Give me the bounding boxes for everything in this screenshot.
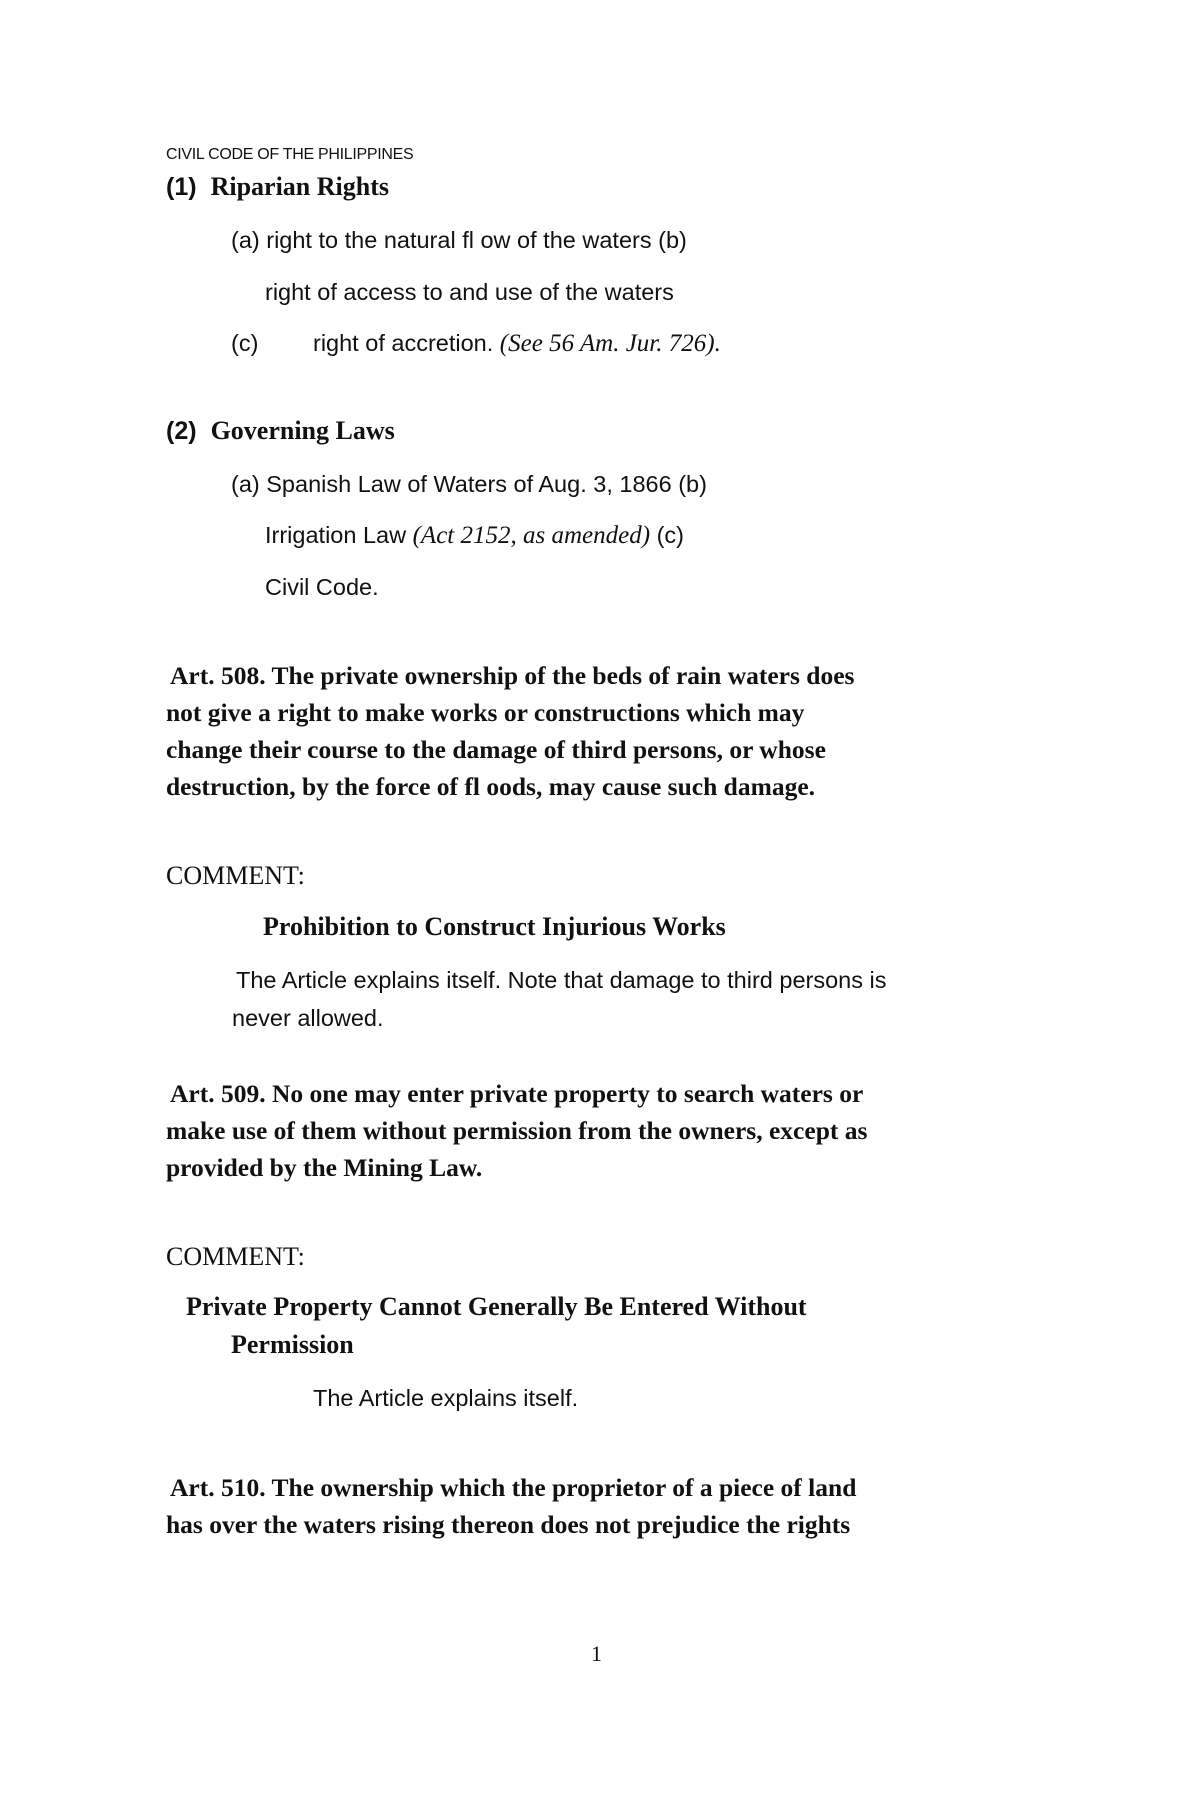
- article-line: Art. 509. No one may enter private property to search waters or: [170, 1079, 864, 1108]
- riparian-item-c-text: right of accretion.: [313, 330, 500, 356]
- article-line: has over the waters rising thereon does not prejudice the rights: [166, 1510, 851, 1539]
- article-line: change their course to the damage of third persons, or whose: [166, 735, 826, 764]
- article-line: Art. 510. The ownership which the proprietor of a piece of land: [170, 1473, 857, 1502]
- riparian-item-c-citation: (See 56 Am. Jur. 726).: [499, 330, 721, 357]
- comment-body-line: never allowed.: [232, 1005, 384, 1031]
- article-line: Art. 508. The private ownership of the beds of rain waters does: [170, 661, 855, 690]
- article-line: make use of them without permission from the owners, except as: [166, 1116, 868, 1145]
- comment-body-line: The Article explains itself. Note that damage to third persons is: [236, 967, 887, 993]
- section-heading-governing-laws: [166, 416, 395, 446]
- riparian-item-a: (a) right to the natural fl ow of the waters (b): [231, 227, 687, 253]
- comment-label: COMMENT:: [166, 861, 305, 890]
- laws-item-a: (a) Spanish Law of Waters of Aug. 3, 1866 (b): [231, 471, 707, 497]
- article-510: [166, 1469, 1030, 1543]
- article-509: [166, 1075, 1030, 1186]
- laws-item-b: [265, 522, 684, 550]
- laws-item-b-citation: (Act 2152, as amended): [412, 522, 651, 549]
- riparian-item-b: right of access to and use of the waters: [265, 279, 674, 305]
- comment-label: COMMENT:: [166, 1242, 305, 1271]
- comment-subhead-continued: Permission: [231, 1330, 354, 1359]
- riparian-item-c: [313, 330, 721, 358]
- article-line: not give a right to make works or constructions which may: [166, 698, 805, 727]
- page-number: 1: [591, 1641, 602, 1666]
- article-line: destruction, by the force of fl oods, may cause such damage.: [166, 772, 816, 801]
- comment-subhead: Private Property Cannot Generally Be Entered Without: [186, 1292, 807, 1321]
- riparian-item-c-label: (c): [231, 330, 259, 356]
- section-title: Riparian Rights: [210, 172, 389, 201]
- laws-item-c: Civil Code.: [265, 574, 379, 600]
- article-508: [166, 657, 1030, 805]
- laws-item-b-tail: (c): [650, 522, 684, 548]
- section-heading-riparian-rights: [166, 172, 389, 202]
- article-line: provided by the Mining Law.: [166, 1153, 483, 1182]
- comment-body-line: The Article explains itself.: [313, 1385, 579, 1411]
- running-header: CIVIL CODE OF THE PHILIPPINES: [166, 146, 414, 163]
- section-number: (2): [166, 417, 197, 445]
- laws-item-b-text: Irrigation Law: [265, 522, 413, 548]
- section-number: (1): [166, 173, 197, 201]
- section-title: Governing Laws: [210, 416, 395, 445]
- comment-subhead: Prohibition to Construct Injurious Works: [263, 912, 726, 941]
